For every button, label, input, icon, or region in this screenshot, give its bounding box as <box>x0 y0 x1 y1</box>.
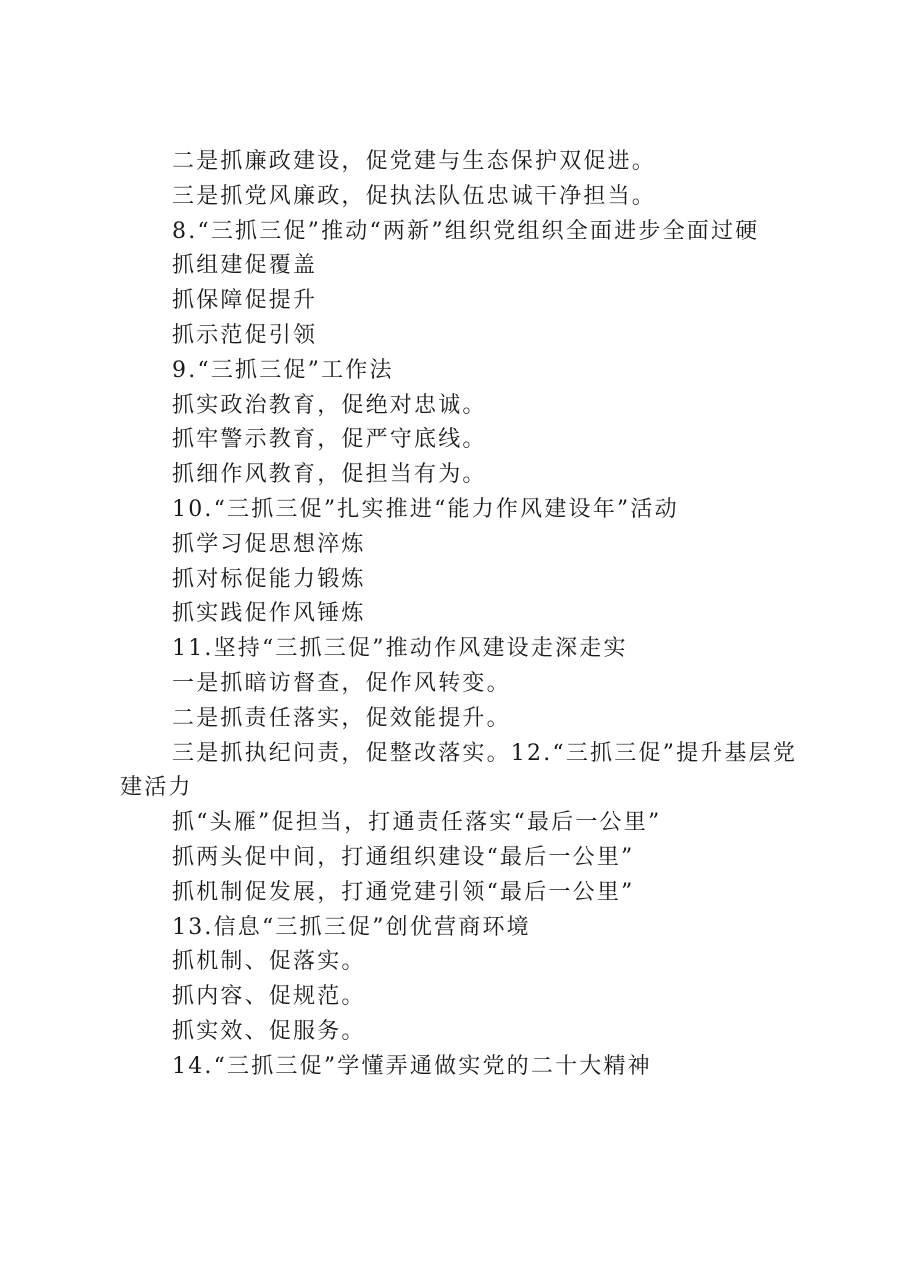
paragraph-line: 抓实践促作风锤炼 <box>172 601 366 627</box>
section-heading: 14.“三抓三促”学懂弄通做实党的二十大精神 <box>172 1053 652 1079</box>
paragraph-line: 抓“头雁”促担当，打通责任落实“最后一公里” <box>172 810 662 836</box>
paragraph-line: 抓两头促中间，打通组织建设“最后一公里” <box>172 844 635 870</box>
paragraph-line: 三是抓党风廉政，促执法队伍忠诚干净担当。 <box>172 183 657 209</box>
paragraph-line: 抓机制、促落实。 <box>172 949 366 975</box>
paragraph-line: 抓组建促覆盖 <box>172 253 318 279</box>
paragraph-line: 抓对标促能力锻炼 <box>172 566 366 592</box>
paragraph-line: 抓内容、促规范。 <box>172 984 366 1010</box>
paragraph-line: 抓机制促发展，打通党建引领“最后一公里” <box>172 879 635 905</box>
section-heading: 11.坚持“三抓三促”推动作风建设走深走实 <box>172 636 628 662</box>
paragraph-line: 抓示范促引领 <box>172 322 318 348</box>
paragraph-line: 抓保障促提升 <box>172 288 318 314</box>
section-heading: 13.信息“三抓三促”创优营商环境 <box>172 914 531 940</box>
paragraph-line: 抓实政治教育，促绝对忠诚。 <box>172 392 487 418</box>
paragraph-line: 抓牢警示教育，促严守底线。 <box>172 427 487 453</box>
paragraph-line: 二是抓责任落实，促效能提升。 <box>172 705 511 731</box>
section-heading: 8.“三抓三促”推动“两新”组织党组织全面进步全面过硬 <box>172 218 760 244</box>
paragraph-line: 一是抓暗访督查，促作风转变。 <box>172 670 511 696</box>
paragraph-line: 抓实效、促服务。 <box>172 1018 366 1044</box>
section-heading: 10.“三抓三促”扎实推进“能力作风建设年”活动 <box>172 496 679 522</box>
document-body <box>120 145 800 1085</box>
paragraph-line: 抓细作风教育，促担当有为。 <box>172 462 487 488</box>
paragraph-line: 二是抓廉政建设，促党建与生态保护双促进。 <box>172 149 657 174</box>
paragraph-line: 抓学习促思想淬炼 <box>172 531 366 557</box>
paragraph-line: 三是抓执纪问责，促整改落实。12.“三抓三促”提升基层党建活力 <box>120 740 798 801</box>
section-heading: 9.“三抓三促”工作法 <box>172 357 394 383</box>
